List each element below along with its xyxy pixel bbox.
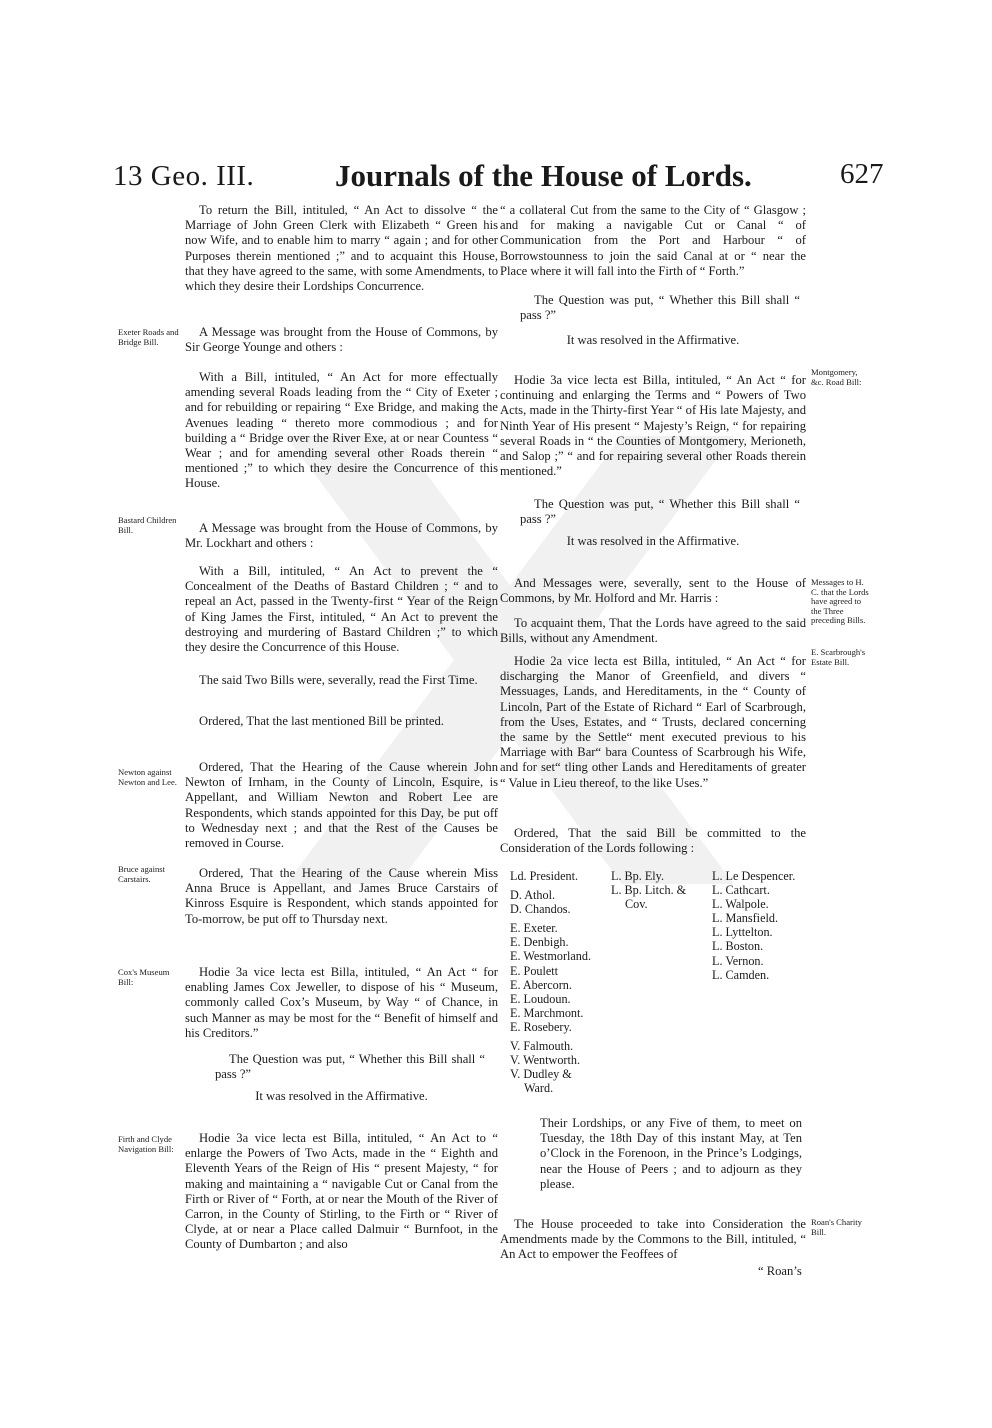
- para-committed-lords: Ordered, That the said Bill be committed to the Consideration of the Lords following :: [500, 826, 806, 856]
- lord-entry: D. Athol.: [510, 888, 556, 903]
- lord-entry: L. Boston.: [712, 939, 764, 954]
- margin-note-bruce: Bruce against Carstairs.: [118, 864, 166, 884]
- lord-entry: E. Rosebery.: [510, 1019, 572, 1034]
- lord-entry: L. Camden.: [712, 967, 770, 982]
- para-firth-clyde-bill: Hodie 3a vice lecta est Billa, intituled, “ An Act to “ enlarge the Powers of Two Acts, made in the “ Eighth and Eleventh Years of the Reign of His “ present Majesty, “ for making and maintaining a “ navigable Cut or Canal from the Firth or River of “ Forth, at or near the Mouth of the River of Carron, in the County of Stirling, to the Firth or “ River of Clyde, at or near a Place called Dalmuir “ Burnfoot, in the County of Dumbarton ; and also: [185, 1131, 498, 1252]
- lord-entry: Cov.: [625, 897, 648, 912]
- lords-list-col3: [712, 869, 795, 982]
- para-exeter-bill: With a Bill, intituled, “ An Act for more effectually amending several Roads leading from the “ City of Exeter ; and for rebuilding or repairing “ Exe Bridge, and making the Avenues leading “ thereto more commodious ; and for building a “ Bridge over the River Exe, at or near Countess “ Wear ; and for amending several other Roads therein “ mentioned ;” to which they desire the Concurrence of this House.: [185, 370, 498, 491]
- para-montgomery-road-bill: Hodie 3a vice lecta est Billa, intituled, “ An Act “ for continuing and enlarging the Terms and “ Powers of Two Acts, made in the Thirty-first Year “ of His late Majesty, and Ninth Year of His present “ Majesty’s Reign, “ for repairing several Roads in “ the Counties of Montgomery, Merioneth, and Salop ;” “ and for repairing several other Roads therein mentioned.”: [500, 373, 806, 479]
- lord-entry: E. Poulett: [510, 963, 559, 978]
- para-firth-resolved: It was resolved in the Affirmative.: [566, 333, 740, 347]
- lord-entry: E. Abercorn.: [510, 977, 572, 992]
- lord-entry: V. Dudley &: [510, 1067, 572, 1082]
- lord-entry: V. Falmouth.: [510, 1039, 574, 1054]
- lords-list-col1: [510, 869, 591, 1095]
- margin-note-messages: Messages to H. C. that the Lords have agreed to the Three preceding Bills.: [811, 577, 869, 626]
- para-bastard-message: A Message was brought from the House of Commons, by Mr. Lockhart and others :: [185, 521, 498, 551]
- lord-entry: L. Mansfield.: [712, 911, 779, 926]
- para-montgomery-question: The Question was put, “ Whether this Bill shall “ pass ?”: [520, 497, 800, 527]
- para-ordered-printed: Ordered, That the last mentioned Bill be printed.: [199, 714, 444, 728]
- margin-note-cox: Cox's Museum Bill:: [118, 967, 170, 987]
- margin-note-exeter: Exeter Roads and Bridge Bill.: [118, 327, 179, 347]
- margin-note-montgomery: Montgomery, &c. Road Bill:: [811, 367, 862, 387]
- para-montgomery-resolved: It was resolved in the Affirmative.: [566, 534, 740, 548]
- para-firth-question: The Question was put, “ Whether this Bill shall “ pass ?”: [520, 293, 800, 323]
- catchword: “ Roan’s: [758, 1264, 802, 1278]
- para-newton-cause: Ordered, That the Hearing of the Cause wherein John Newton of Irnham, in the County of Lincoln, Esquire, is Appellant, and William Newton and Robert Lee are Respondents, which stands appointed for this Day, be put off to Wednesday next ; and that the Rest of the Causes be removed in Course.: [185, 760, 498, 851]
- para-cox-museum-bill: Hodie 3a vice lecta est Billa, intituled, “ An Act “ for enabling James Cox Jeweller, to dispose of his “ Museum, commonly called Cox’s Museum, by Way “ of Chance, in such Manner as may be most for the “ Benefit of himself and his Creditors.”: [185, 965, 498, 1040]
- para-firth-clyde-cont: “ a collateral Cut from the same to the City of “ Glasgow ; and for making a navigable Cut or Canal “ of Communication from the Port and Harbour “ of Borrowstounness to join the said Canal at or “ near the Place where it will fall into the Firth of “ Forth.”: [500, 203, 806, 278]
- para-lords-meet: Their Lordships, or any Five of them, to meet on Tuesday, the 18th Day of this instant May, at Ten o’Clock in the Forenoon, in the Prince’s Lodgings, near the House of Peers ; and to adjourn as they please.: [540, 1116, 802, 1191]
- lord-entry: L. Cathcart.: [712, 883, 770, 898]
- para-scarbrough-estate-bill: Hodie 2a vice lecta est Billa, intituled, “ An Act “ for discharging the Manor of Greenfield, and divers “ Messuages, Lands, and Hereditaments, in the “ County of Lincoln, Part of the Estate of Richard “ Earl of Scarbrough, from the Uses, Estates, and “ Trusts, declared concerning the same by the Settle“ ment executed previous to his Marriage with Bar“ bara Countess of Scarbrough his Wife, and for set“ tling other Lands and Hereditaments of greater “ Value in Lieu thereof, to the like Uses.”: [500, 654, 806, 790]
- lord-entry: E. Exeter.: [510, 921, 558, 936]
- lord-entry: L. Walpole.: [712, 897, 769, 912]
- lord-entry: V. Wentworth.: [510, 1053, 580, 1068]
- lord-entry: L. Vernon.: [712, 953, 764, 968]
- lord-entry: E. Loudoun.: [510, 991, 571, 1006]
- header-regnal-year: 13 Geo. III.: [113, 160, 255, 192]
- para-roan-charity: The House proceeded to take into Consideration the Amendments made by the Commons to the Bill, intituled, “ An Act to empower the Feoffees of: [500, 1217, 806, 1262]
- para-messages-sent: And Messages were, severally, sent to the House of Commons, by Mr. Holford and Mr. Harris :: [500, 576, 806, 606]
- margin-note-scarbrough: E. Scarbrough's Estate Bill.: [811, 647, 866, 667]
- lord-entry: Ward.: [524, 1081, 554, 1096]
- para-bastard-bill: With a Bill, intituled, “ An Act to prevent the “ Concealment of the Deaths of Bastard Children ; “ and to repeal an Act, passed in the Twenty-first “ Year of the Reign of King James the First, intituled, “ An Act to prevent the destroying and murdering of Bastard Children ;” to which they desire the Concurrence of this House.: [185, 564, 498, 655]
- lord-entry: E. Denbigh.: [510, 935, 569, 950]
- para-bruce-cause: Ordered, That the Hearing of the Cause wherein Miss Anna Bruce is Appellant, and James Bruce Carstairs of Kinross Esquire is Respondent, which stands appointed for To-morrow, be put off to Thursday next.: [185, 866, 498, 926]
- page-number: 627: [840, 158, 884, 190]
- margin-note-roan: Roan's Charity Bill.: [811, 1217, 862, 1237]
- page-title: Journals of the House of Lords.: [335, 158, 752, 193]
- lord-entry: L. Bp. Ely.: [611, 869, 665, 883]
- lord-entry: L. Lyttelton.: [712, 925, 773, 940]
- para-cox-question: The Question was put, “ Whether this Bill shall “ pass ?”: [215, 1052, 485, 1082]
- margin-note-bastard: Bastard Children Bill.: [118, 515, 177, 535]
- para-two-bills-read: The said Two Bills were, severally, read the First Time.: [199, 673, 478, 687]
- para-acquaint-commons: To acquaint them, That the Lords have agreed to the said Bills, without any Amendment.: [500, 616, 806, 646]
- lord-entry: D. Chandos.: [510, 902, 571, 917]
- para-cox-resolved: It was resolved in the Affirmative.: [255, 1089, 428, 1103]
- lord-entry: E. Marchmont.: [510, 1005, 584, 1020]
- lord-entry: L. Bp. Litch. &: [611, 883, 687, 898]
- lord-entry: Ld. President.: [510, 869, 579, 883]
- margin-note-newton: Newton against Newton and Lee.: [118, 767, 177, 787]
- para-exeter-message: A Message was brought from the House of Commons, by Sir George Younge and others :: [185, 325, 498, 355]
- para-return-divorce-bill: To return the Bill, intituled, “ An Act to dissolve “ the Marriage of John Green Clerk with Elizabeth “ Green his now Wife, and to enable him to marry “ again ; and for other Purposes therein mentioned ;” and to acquaint this House, that they have agreed to the same, with some Amendments, to which they desire their Lordships Concurrence.: [185, 203, 498, 294]
- lords-list-col2: [611, 869, 686, 911]
- lord-entry: L. Le Despencer.: [712, 869, 796, 883]
- margin-note-firth: Firth and Clyde Navigation Bill:: [118, 1134, 174, 1154]
- lord-entry: E. Westmorland.: [510, 949, 592, 964]
